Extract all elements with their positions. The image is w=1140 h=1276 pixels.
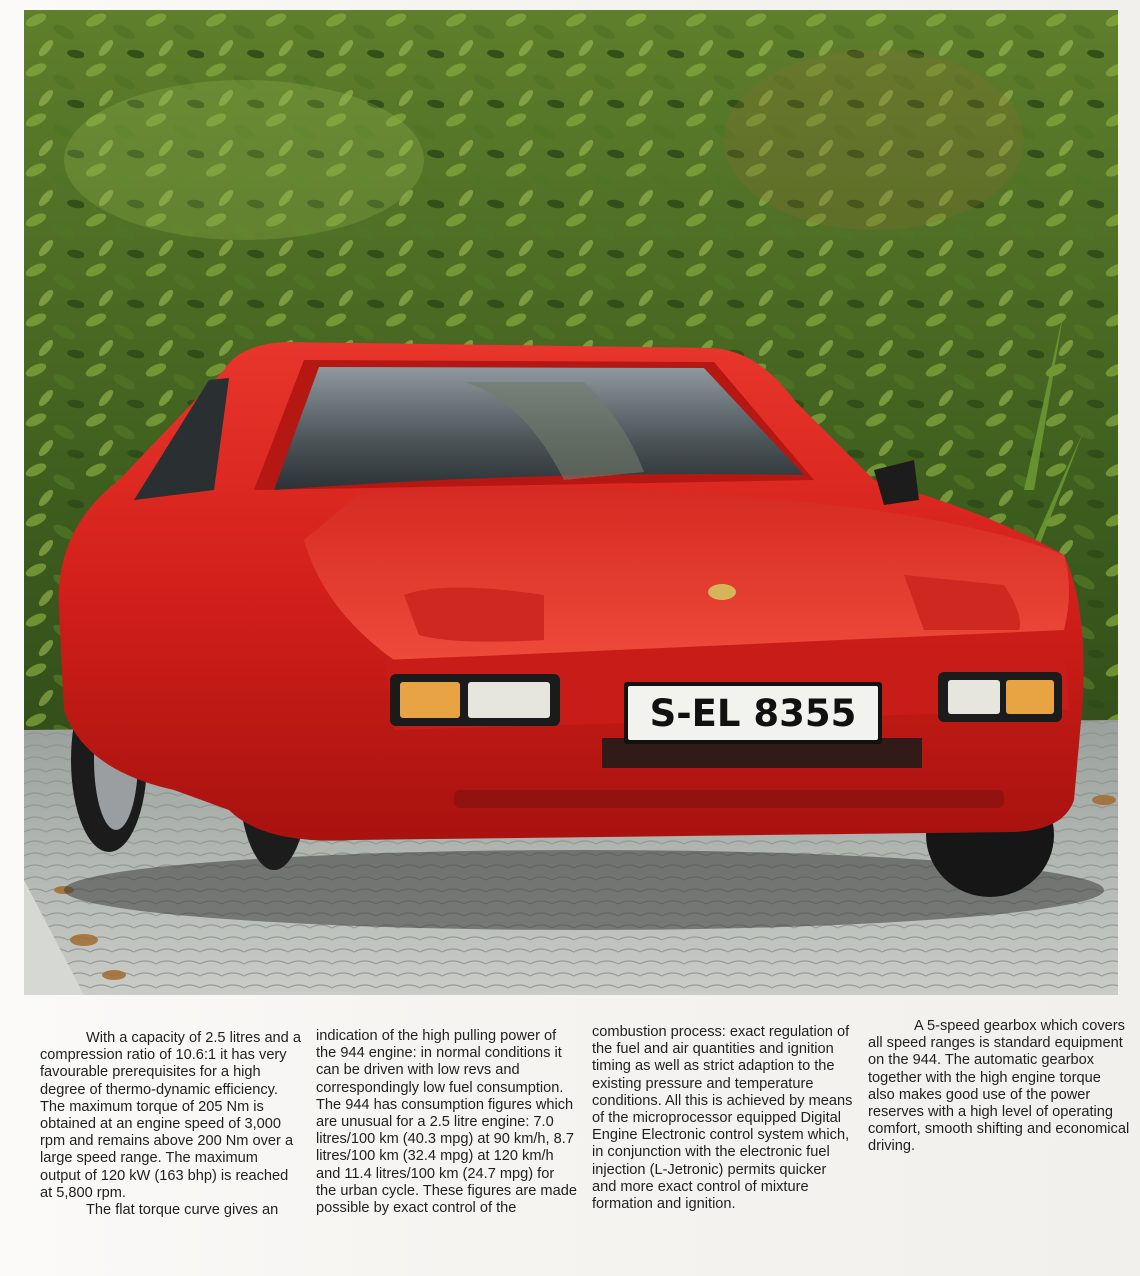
text-column-3 [592,1024,854,1213]
text-column-1 [40,1030,302,1219]
license-plate-text: S-EL 8355 [649,692,857,735]
car-illustration [24,10,1118,995]
column1-paragraph1: With a capacity of 2.5 litres and a compression ratio of 10.6:1 it has very favourable prerequisites for a high degree of thermo-dynamic efficiency. The maximum torque of 205 Nm is obtained at an engine speed of 3,000 rpm and remains above 200 Nm over a large speed range. The maximum output of 120 kW (163 bhp) is reached at 5,800 rpm. [40,1030,301,1201]
column2-paragraph1: indication of the high pulling power of the 944 engine: in normal conditions it can be driven with low revs and correspondingly low fuel consumption. The 944 has consumption figures which are unusual for a 2.5 litre engine: 7.0 litres/100 km (40.3 mpg) at 90 km/h, 8.7 litres/100 km (32.4 mpg) at 120 km/h and 11.4 litres/100 km (24.7 mpg) for the urban cycle. These figures are made possible by exact control of the [316,1028,577,1217]
text-column-2 [316,1028,578,1217]
license-plate [624,682,882,744]
column3-paragraph1: combustion process: exact regulation of the fuel and air quantities and ignition timing as well as strict adaption to the existing pressure and temperature conditions. All this is achieved by means of the microprocessor equipped Digital Engine Electronic control system which, in conjunction with the electronic fuel injection (L-Jetronic) permits quicker and more exact control of mixture formation and ignition. [592,1024,853,1213]
car-photo [24,10,1118,995]
text-column-4 [868,1018,1130,1156]
column1-paragraph2: The flat torque curve gives an [86,1202,279,1219]
column4-paragraph1: A 5-speed gearbox which covers all speed ranges is standard equipment on the 944. The automatic gearbox together with the high engine torque also makes good use of the power reserves with a high level of operating comfort, smooth shifting and economical driving. [868,1018,1130,1155]
